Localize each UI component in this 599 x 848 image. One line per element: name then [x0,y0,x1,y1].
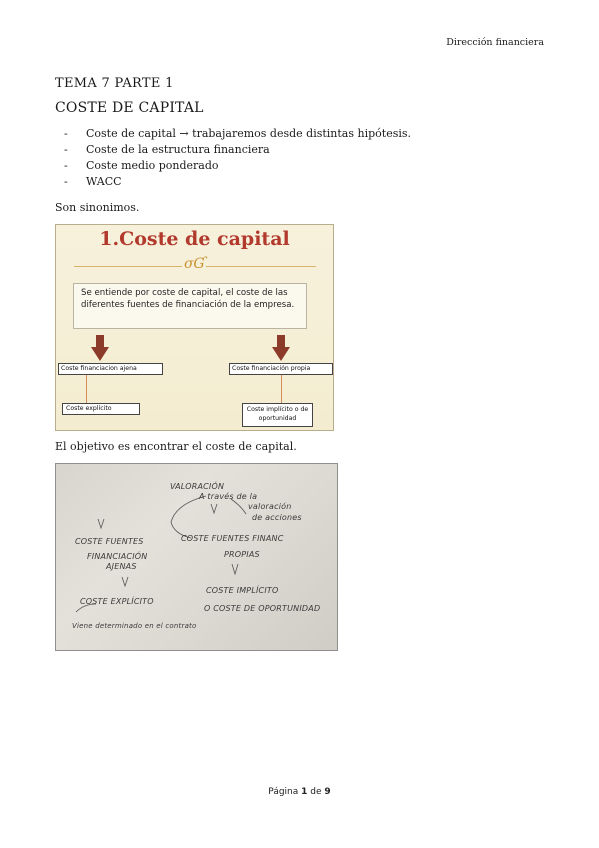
section-heading: COSTE DE CAPITAL [55,100,204,116]
footer-prefix: Página [268,787,299,797]
slide-title: 1.Coste de capital [99,228,290,250]
note-propias: PROPIAS [224,550,260,559]
bullet-text: WACC [86,175,122,188]
bullet-text: Coste medio ponderado [86,159,219,172]
connector-line [86,375,87,403]
bullet-text: Coste de capital → trabajaremos desde distintas hipótesis. [86,127,412,140]
note-acciones: de acciones [252,513,302,522]
note-coste-explicito: COSTE EXPLÍCITO [80,597,154,606]
ornament-icon: σƓ [184,256,205,272]
topic-heading: TEMA 7 PARTE 1 [55,76,174,91]
list-item [62,158,411,174]
note-coste-fuentes-propias: COSTE FUENTES FINANC [181,534,284,543]
footer-page-number: 1 [301,787,308,797]
bullet-dash: - [64,143,68,156]
note-contrato: Viene determinado en el contrato [72,622,197,630]
footer-of: de [310,787,322,797]
note-valoracion: VALORACIÓN [170,482,225,491]
bullet-list [62,126,411,190]
bullet-text: Coste de la estructura financiera [86,143,270,156]
note-coste-oportunidad: O COSTE DE OPORTUNIDAD [204,604,321,613]
paragraph-objective: El objetivo es encontrar el coste de capital. [55,440,297,453]
ornament-line-right [206,266,316,267]
external-financing-box: Coste financiacion ajena [58,363,163,375]
connector-line [281,375,282,403]
note-coste-fuentes: COSTE FUENTES [75,537,144,546]
down-arrow-icon [272,335,290,361]
list-item [62,126,411,142]
explicit-cost-box: Coste explícito [62,403,140,415]
down-arrow-icon [91,335,109,361]
ornament-line-left [74,266,182,267]
bullet-dash: - [64,159,68,172]
handwritten-notes-photo [55,463,338,651]
footer-total-pages: 9 [324,787,331,797]
definition-box: Se entiende por coste de capital, el coste de las diferentes fuentes de financiación de la empresa. [73,283,307,329]
note-coste-implicito: COSTE IMPLÍCITO [206,586,279,595]
bullet-dash: - [64,127,68,140]
note-ajenas: AJENAS [106,562,137,571]
list-item [62,142,411,158]
note-valoracion-2: valoración [248,502,292,511]
bullet-dash: - [64,175,68,188]
implicit-cost-box: Coste implícito o de oportunidad [242,403,313,427]
note-traves: A través de la [199,492,258,501]
note-financiacion: FINANCIACIÓN [87,552,148,561]
slide-image [55,224,334,431]
list-item [62,174,411,190]
paragraph-synonyms: Son sinonimos. [55,201,140,214]
document-header: Dirección financiera [446,37,544,48]
page-footer [0,787,599,797]
own-financing-box: Coste financiación propia [229,363,333,375]
